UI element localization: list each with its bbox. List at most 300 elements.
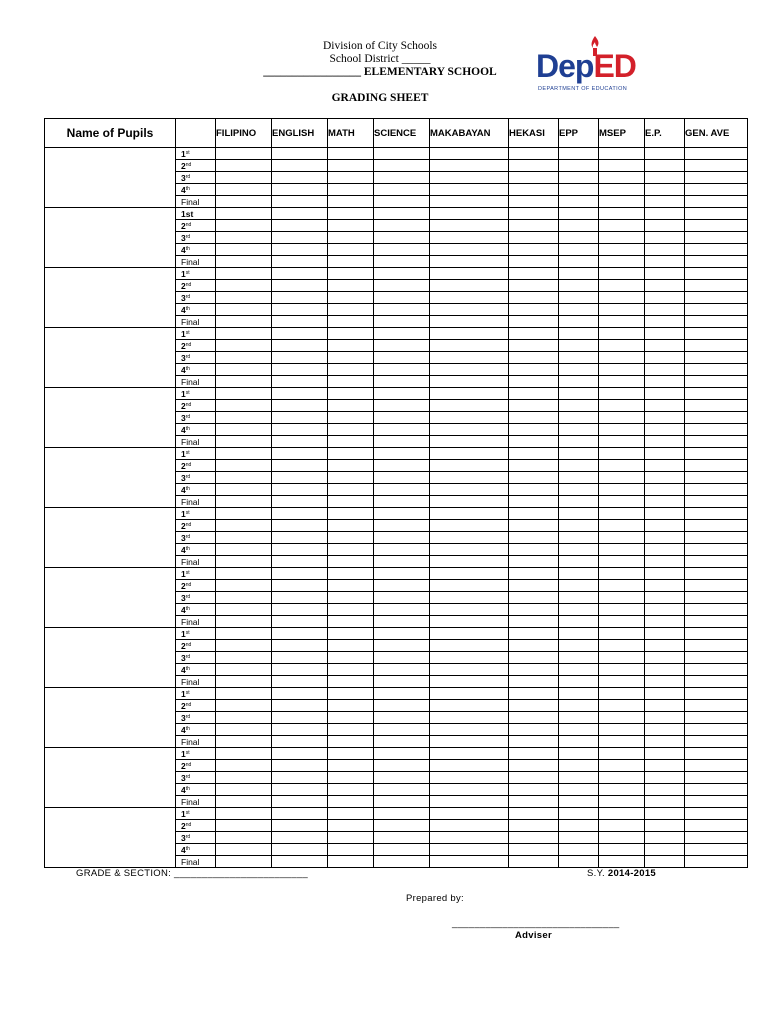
grade-cell[interactable] bbox=[685, 652, 748, 664]
grade-cell[interactable] bbox=[374, 664, 430, 676]
grade-cell[interactable] bbox=[216, 532, 272, 544]
grade-cell[interactable] bbox=[272, 688, 328, 700]
grade-cell[interactable] bbox=[328, 232, 374, 244]
grade-cell[interactable] bbox=[374, 532, 430, 544]
grade-cell[interactable] bbox=[272, 208, 328, 220]
grade-cell[interactable] bbox=[216, 256, 272, 268]
grade-cell[interactable] bbox=[645, 772, 685, 784]
grade-cell[interactable] bbox=[430, 280, 509, 292]
grade-cell[interactable] bbox=[216, 688, 272, 700]
grade-cell[interactable] bbox=[685, 664, 748, 676]
grade-cell[interactable] bbox=[430, 364, 509, 376]
grade-cell[interactable] bbox=[328, 604, 374, 616]
grade-cell[interactable] bbox=[599, 664, 645, 676]
grade-cell[interactable] bbox=[216, 844, 272, 856]
grade-cell[interactable] bbox=[374, 592, 430, 604]
grade-cell[interactable] bbox=[645, 748, 685, 760]
grade-cell[interactable] bbox=[272, 436, 328, 448]
grade-cell[interactable] bbox=[509, 700, 559, 712]
grade-cell[interactable] bbox=[599, 172, 645, 184]
grade-cell[interactable] bbox=[509, 688, 559, 700]
grade-cell[interactable] bbox=[430, 220, 509, 232]
grade-cell[interactable] bbox=[645, 796, 685, 808]
grade-cell[interactable] bbox=[216, 424, 272, 436]
grade-cell[interactable] bbox=[430, 520, 509, 532]
grade-cell[interactable] bbox=[374, 436, 430, 448]
grade-cell[interactable] bbox=[216, 196, 272, 208]
grade-cell[interactable] bbox=[328, 292, 374, 304]
grade-cell[interactable] bbox=[430, 856, 509, 868]
grade-cell[interactable] bbox=[328, 388, 374, 400]
grade-cell[interactable] bbox=[559, 808, 599, 820]
grade-cell[interactable] bbox=[430, 664, 509, 676]
grade-cell[interactable] bbox=[328, 280, 374, 292]
grade-cell[interactable] bbox=[430, 808, 509, 820]
grade-cell[interactable] bbox=[645, 508, 685, 520]
grade-cell[interactable] bbox=[559, 364, 599, 376]
grade-cell[interactable] bbox=[328, 844, 374, 856]
grade-cell[interactable] bbox=[430, 604, 509, 616]
grade-cell[interactable] bbox=[645, 640, 685, 652]
grade-cell[interactable] bbox=[559, 832, 599, 844]
grade-cell[interactable] bbox=[216, 832, 272, 844]
grade-cell[interactable] bbox=[599, 856, 645, 868]
grade-cell[interactable] bbox=[430, 316, 509, 328]
grade-cell[interactable] bbox=[216, 292, 272, 304]
grade-cell[interactable] bbox=[216, 436, 272, 448]
grade-cell[interactable] bbox=[272, 568, 328, 580]
grade-cell[interactable] bbox=[599, 820, 645, 832]
grade-cell[interactable] bbox=[509, 496, 559, 508]
grade-cell[interactable] bbox=[216, 760, 272, 772]
grade-cell[interactable] bbox=[599, 436, 645, 448]
grade-cell[interactable] bbox=[216, 556, 272, 568]
grade-cell[interactable] bbox=[272, 316, 328, 328]
grade-cell[interactable] bbox=[559, 424, 599, 436]
grade-cell[interactable] bbox=[272, 796, 328, 808]
grade-cell[interactable] bbox=[559, 184, 599, 196]
grade-cell[interactable] bbox=[685, 160, 748, 172]
grade-cell[interactable] bbox=[216, 724, 272, 736]
grade-cell[interactable] bbox=[559, 712, 599, 724]
grade-cell[interactable] bbox=[430, 268, 509, 280]
grade-cell[interactable] bbox=[430, 772, 509, 784]
grade-cell[interactable] bbox=[599, 208, 645, 220]
grade-cell[interactable] bbox=[509, 616, 559, 628]
grade-cell[interactable] bbox=[645, 412, 685, 424]
grade-cell[interactable] bbox=[645, 376, 685, 388]
grade-cell[interactable] bbox=[374, 628, 430, 640]
grade-cell[interactable] bbox=[272, 400, 328, 412]
grade-cell[interactable] bbox=[216, 616, 272, 628]
grade-cell[interactable] bbox=[374, 196, 430, 208]
grade-cell[interactable] bbox=[685, 460, 748, 472]
grade-cell[interactable] bbox=[216, 796, 272, 808]
grade-cell[interactable] bbox=[328, 496, 374, 508]
grade-cell[interactable] bbox=[559, 508, 599, 520]
grade-cell[interactable] bbox=[509, 220, 559, 232]
grade-cell[interactable] bbox=[559, 688, 599, 700]
grade-cell[interactable] bbox=[272, 376, 328, 388]
grade-cell[interactable] bbox=[509, 844, 559, 856]
grade-cell[interactable] bbox=[599, 196, 645, 208]
grade-cell[interactable] bbox=[685, 244, 748, 256]
grade-cell[interactable] bbox=[374, 364, 430, 376]
grade-cell[interactable] bbox=[328, 424, 374, 436]
grade-cell[interactable] bbox=[328, 712, 374, 724]
grade-cell[interactable] bbox=[374, 508, 430, 520]
grade-cell[interactable] bbox=[509, 388, 559, 400]
grade-cell[interactable] bbox=[272, 148, 328, 160]
grade-cell[interactable] bbox=[509, 808, 559, 820]
grade-cell[interactable] bbox=[599, 388, 645, 400]
grade-cell[interactable] bbox=[328, 652, 374, 664]
grade-cell[interactable] bbox=[599, 292, 645, 304]
grade-cell[interactable] bbox=[216, 820, 272, 832]
grade-cell[interactable] bbox=[559, 820, 599, 832]
grade-cell[interactable] bbox=[374, 472, 430, 484]
grade-cell[interactable] bbox=[559, 232, 599, 244]
grade-cell[interactable] bbox=[216, 388, 272, 400]
grade-cell[interactable] bbox=[645, 556, 685, 568]
grade-cell[interactable] bbox=[328, 664, 374, 676]
grade-cell[interactable] bbox=[509, 772, 559, 784]
grade-cell[interactable] bbox=[430, 256, 509, 268]
grade-cell[interactable] bbox=[430, 568, 509, 580]
grade-cell[interactable] bbox=[328, 448, 374, 460]
grade-cell[interactable] bbox=[328, 352, 374, 364]
grade-cell[interactable] bbox=[599, 796, 645, 808]
grade-cell[interactable] bbox=[430, 148, 509, 160]
grade-cell[interactable] bbox=[559, 196, 599, 208]
grade-cell[interactable] bbox=[216, 664, 272, 676]
grade-cell[interactable] bbox=[216, 808, 272, 820]
pupil-name-cell[interactable] bbox=[45, 148, 176, 208]
grade-cell[interactable] bbox=[599, 352, 645, 364]
grade-cell[interactable] bbox=[599, 448, 645, 460]
grade-cell[interactable] bbox=[559, 160, 599, 172]
grade-cell[interactable] bbox=[328, 148, 374, 160]
grade-cell[interactable] bbox=[509, 832, 559, 844]
grade-cell[interactable] bbox=[328, 160, 374, 172]
grade-cell[interactable] bbox=[430, 340, 509, 352]
grade-cell[interactable] bbox=[272, 760, 328, 772]
pupil-name-cell[interactable] bbox=[45, 448, 176, 508]
grade-cell[interactable] bbox=[272, 664, 328, 676]
grade-cell[interactable] bbox=[599, 256, 645, 268]
grade-cell[interactable] bbox=[685, 856, 748, 868]
grade-cell[interactable] bbox=[328, 364, 374, 376]
grade-cell[interactable] bbox=[599, 280, 645, 292]
pupil-name-cell[interactable] bbox=[45, 268, 176, 328]
grade-cell[interactable] bbox=[685, 676, 748, 688]
grade-cell[interactable] bbox=[216, 712, 272, 724]
grade-cell[interactable] bbox=[509, 736, 559, 748]
grade-cell[interactable] bbox=[509, 160, 559, 172]
grade-cell[interactable] bbox=[559, 700, 599, 712]
grade-cell[interactable] bbox=[374, 748, 430, 760]
grade-cell[interactable] bbox=[430, 580, 509, 592]
grade-cell[interactable] bbox=[328, 172, 374, 184]
grade-cell[interactable] bbox=[430, 184, 509, 196]
grade-cell[interactable] bbox=[685, 748, 748, 760]
grade-cell[interactable] bbox=[509, 640, 559, 652]
grade-cell[interactable] bbox=[328, 256, 374, 268]
grade-cell[interactable] bbox=[430, 640, 509, 652]
grade-cell[interactable] bbox=[430, 352, 509, 364]
grade-cell[interactable] bbox=[559, 292, 599, 304]
grade-cell[interactable] bbox=[272, 472, 328, 484]
grade-cell[interactable] bbox=[272, 280, 328, 292]
grade-cell[interactable] bbox=[430, 688, 509, 700]
grade-cell[interactable] bbox=[685, 772, 748, 784]
grade-cell[interactable] bbox=[328, 184, 374, 196]
grade-cell[interactable] bbox=[328, 472, 374, 484]
grade-cell[interactable] bbox=[645, 700, 685, 712]
grade-cell[interactable] bbox=[430, 388, 509, 400]
grade-cell[interactable] bbox=[599, 712, 645, 724]
grade-cell[interactable] bbox=[599, 532, 645, 544]
grade-cell[interactable] bbox=[216, 328, 272, 340]
pupil-name-cell[interactable] bbox=[45, 388, 176, 448]
grade-cell[interactable] bbox=[645, 544, 685, 556]
grade-cell[interactable] bbox=[216, 304, 272, 316]
grade-cell[interactable] bbox=[374, 268, 430, 280]
grade-cell[interactable] bbox=[645, 676, 685, 688]
grade-cell[interactable] bbox=[559, 400, 599, 412]
grade-cell[interactable] bbox=[272, 676, 328, 688]
grade-cell[interactable] bbox=[216, 208, 272, 220]
grade-cell[interactable] bbox=[559, 568, 599, 580]
grade-cell[interactable] bbox=[559, 376, 599, 388]
grade-cell[interactable] bbox=[430, 616, 509, 628]
grade-cell[interactable] bbox=[559, 340, 599, 352]
grade-cell[interactable] bbox=[599, 808, 645, 820]
grade-cell[interactable] bbox=[509, 664, 559, 676]
grade-cell[interactable] bbox=[599, 640, 645, 652]
grade-cell[interactable] bbox=[645, 580, 685, 592]
grade-cell[interactable] bbox=[645, 484, 685, 496]
grade-cell[interactable] bbox=[272, 268, 328, 280]
grade-cell[interactable] bbox=[509, 508, 559, 520]
grade-cell[interactable] bbox=[216, 460, 272, 472]
grade-cell[interactable] bbox=[374, 796, 430, 808]
grade-cell[interactable] bbox=[374, 316, 430, 328]
grade-cell[interactable] bbox=[272, 520, 328, 532]
grade-cell[interactable] bbox=[272, 256, 328, 268]
grade-cell[interactable] bbox=[216, 772, 272, 784]
grade-cell[interactable] bbox=[216, 376, 272, 388]
grade-cell[interactable] bbox=[599, 748, 645, 760]
grade-cell[interactable] bbox=[272, 232, 328, 244]
grade-cell[interactable] bbox=[216, 520, 272, 532]
grade-cell[interactable] bbox=[599, 220, 645, 232]
grade-cell[interactable] bbox=[328, 340, 374, 352]
grade-cell[interactable] bbox=[599, 832, 645, 844]
grade-cell[interactable] bbox=[272, 700, 328, 712]
grade-cell[interactable] bbox=[685, 604, 748, 616]
grade-cell[interactable] bbox=[272, 328, 328, 340]
grade-cell[interactable] bbox=[374, 328, 430, 340]
grade-cell[interactable] bbox=[599, 568, 645, 580]
grade-cell[interactable] bbox=[216, 448, 272, 460]
grade-cell[interactable] bbox=[328, 724, 374, 736]
grade-cell[interactable] bbox=[685, 232, 748, 244]
grade-cell[interactable] bbox=[645, 316, 685, 328]
grade-cell[interactable] bbox=[272, 340, 328, 352]
grade-cell[interactable] bbox=[685, 148, 748, 160]
grade-cell[interactable] bbox=[328, 376, 374, 388]
grade-cell[interactable] bbox=[328, 736, 374, 748]
grade-cell[interactable] bbox=[374, 688, 430, 700]
grade-cell[interactable] bbox=[430, 532, 509, 544]
grade-cell[interactable] bbox=[430, 832, 509, 844]
grade-cell[interactable] bbox=[430, 820, 509, 832]
grade-cell[interactable] bbox=[374, 400, 430, 412]
grade-cell[interactable] bbox=[509, 676, 559, 688]
grade-cell[interactable] bbox=[216, 748, 272, 760]
grade-cell[interactable] bbox=[685, 184, 748, 196]
grade-cell[interactable] bbox=[559, 616, 599, 628]
grade-cell[interactable] bbox=[374, 412, 430, 424]
grade-cell[interactable] bbox=[685, 412, 748, 424]
grade-cell[interactable] bbox=[685, 472, 748, 484]
grade-cell[interactable] bbox=[272, 832, 328, 844]
grade-cell[interactable] bbox=[328, 856, 374, 868]
grade-cell[interactable] bbox=[216, 604, 272, 616]
grade-cell[interactable] bbox=[599, 304, 645, 316]
grade-cell[interactable] bbox=[430, 412, 509, 424]
grade-cell[interactable] bbox=[272, 220, 328, 232]
grade-cell[interactable] bbox=[645, 160, 685, 172]
grade-cell[interactable] bbox=[509, 328, 559, 340]
grade-cell[interactable] bbox=[509, 460, 559, 472]
grade-cell[interactable] bbox=[645, 148, 685, 160]
grade-cell[interactable] bbox=[685, 628, 748, 640]
grade-cell[interactable] bbox=[559, 208, 599, 220]
grade-cell[interactable] bbox=[559, 496, 599, 508]
grade-cell[interactable] bbox=[272, 748, 328, 760]
grade-cell[interactable] bbox=[509, 148, 559, 160]
grade-cell[interactable] bbox=[328, 220, 374, 232]
grade-cell[interactable] bbox=[685, 304, 748, 316]
grade-cell[interactable] bbox=[599, 184, 645, 196]
pupil-name-cell[interactable] bbox=[45, 568, 176, 628]
grade-cell[interactable] bbox=[216, 496, 272, 508]
grade-cell[interactable] bbox=[559, 544, 599, 556]
grade-cell[interactable] bbox=[685, 580, 748, 592]
grade-cell[interactable] bbox=[430, 304, 509, 316]
grade-cell[interactable] bbox=[559, 748, 599, 760]
grade-cell[interactable] bbox=[559, 532, 599, 544]
grade-cell[interactable] bbox=[645, 232, 685, 244]
grade-cell[interactable] bbox=[685, 172, 748, 184]
grade-cell[interactable] bbox=[645, 496, 685, 508]
grade-cell[interactable] bbox=[645, 352, 685, 364]
grade-cell[interactable] bbox=[685, 568, 748, 580]
grade-cell[interactable] bbox=[216, 700, 272, 712]
grade-cell[interactable] bbox=[509, 592, 559, 604]
grade-cell[interactable] bbox=[374, 460, 430, 472]
grade-cell[interactable] bbox=[328, 676, 374, 688]
grade-cell[interactable] bbox=[685, 820, 748, 832]
grade-cell[interactable] bbox=[272, 544, 328, 556]
grade-cell[interactable] bbox=[509, 400, 559, 412]
grade-cell[interactable] bbox=[559, 520, 599, 532]
grade-cell[interactable] bbox=[599, 520, 645, 532]
grade-cell[interactable] bbox=[599, 424, 645, 436]
grade-cell[interactable] bbox=[328, 412, 374, 424]
grade-cell[interactable] bbox=[272, 460, 328, 472]
grade-cell[interactable] bbox=[559, 352, 599, 364]
grade-cell[interactable] bbox=[374, 520, 430, 532]
grade-cell[interactable] bbox=[559, 640, 599, 652]
grade-cell[interactable] bbox=[685, 484, 748, 496]
grade-cell[interactable] bbox=[685, 556, 748, 568]
grade-cell[interactable] bbox=[328, 772, 374, 784]
grade-cell[interactable] bbox=[430, 628, 509, 640]
grade-cell[interactable] bbox=[216, 784, 272, 796]
grade-cell[interactable] bbox=[509, 196, 559, 208]
grade-cell[interactable] bbox=[374, 496, 430, 508]
grade-cell[interactable] bbox=[559, 220, 599, 232]
grade-cell[interactable] bbox=[328, 484, 374, 496]
grade-cell[interactable] bbox=[272, 556, 328, 568]
grade-cell[interactable] bbox=[216, 484, 272, 496]
grade-cell[interactable] bbox=[216, 640, 272, 652]
grade-cell[interactable] bbox=[645, 688, 685, 700]
grade-cell[interactable] bbox=[509, 316, 559, 328]
grade-cell[interactable] bbox=[328, 268, 374, 280]
pupil-name-cell[interactable] bbox=[45, 328, 176, 388]
grade-cell[interactable] bbox=[685, 448, 748, 460]
grade-cell[interactable] bbox=[328, 208, 374, 220]
grade-cell[interactable] bbox=[599, 148, 645, 160]
grade-cell[interactable] bbox=[430, 760, 509, 772]
grade-cell[interactable] bbox=[374, 160, 430, 172]
grade-cell[interactable] bbox=[559, 856, 599, 868]
grade-cell[interactable] bbox=[430, 244, 509, 256]
grade-cell[interactable] bbox=[216, 172, 272, 184]
grade-cell[interactable] bbox=[216, 280, 272, 292]
grade-cell[interactable] bbox=[645, 292, 685, 304]
grade-cell[interactable] bbox=[599, 844, 645, 856]
pupil-name-cell[interactable] bbox=[45, 748, 176, 808]
grade-cell[interactable] bbox=[685, 196, 748, 208]
grade-cell[interactable] bbox=[430, 544, 509, 556]
pupil-name-cell[interactable] bbox=[45, 508, 176, 568]
grade-cell[interactable] bbox=[374, 388, 430, 400]
grade-cell[interactable] bbox=[430, 496, 509, 508]
grade-cell[interactable] bbox=[272, 772, 328, 784]
grade-cell[interactable] bbox=[645, 724, 685, 736]
grade-cell[interactable] bbox=[216, 160, 272, 172]
grade-cell[interactable] bbox=[374, 700, 430, 712]
grade-cell[interactable] bbox=[430, 844, 509, 856]
grade-cell[interactable] bbox=[559, 268, 599, 280]
grade-cell[interactable] bbox=[374, 232, 430, 244]
grade-cell[interactable] bbox=[374, 652, 430, 664]
grade-cell[interactable] bbox=[216, 364, 272, 376]
grade-cell[interactable] bbox=[559, 316, 599, 328]
grade-cell[interactable] bbox=[272, 388, 328, 400]
grade-cell[interactable] bbox=[645, 844, 685, 856]
grade-cell[interactable] bbox=[509, 448, 559, 460]
grade-cell[interactable] bbox=[559, 784, 599, 796]
grade-cell[interactable] bbox=[374, 208, 430, 220]
grade-cell[interactable] bbox=[430, 784, 509, 796]
grade-cell[interactable] bbox=[509, 580, 559, 592]
